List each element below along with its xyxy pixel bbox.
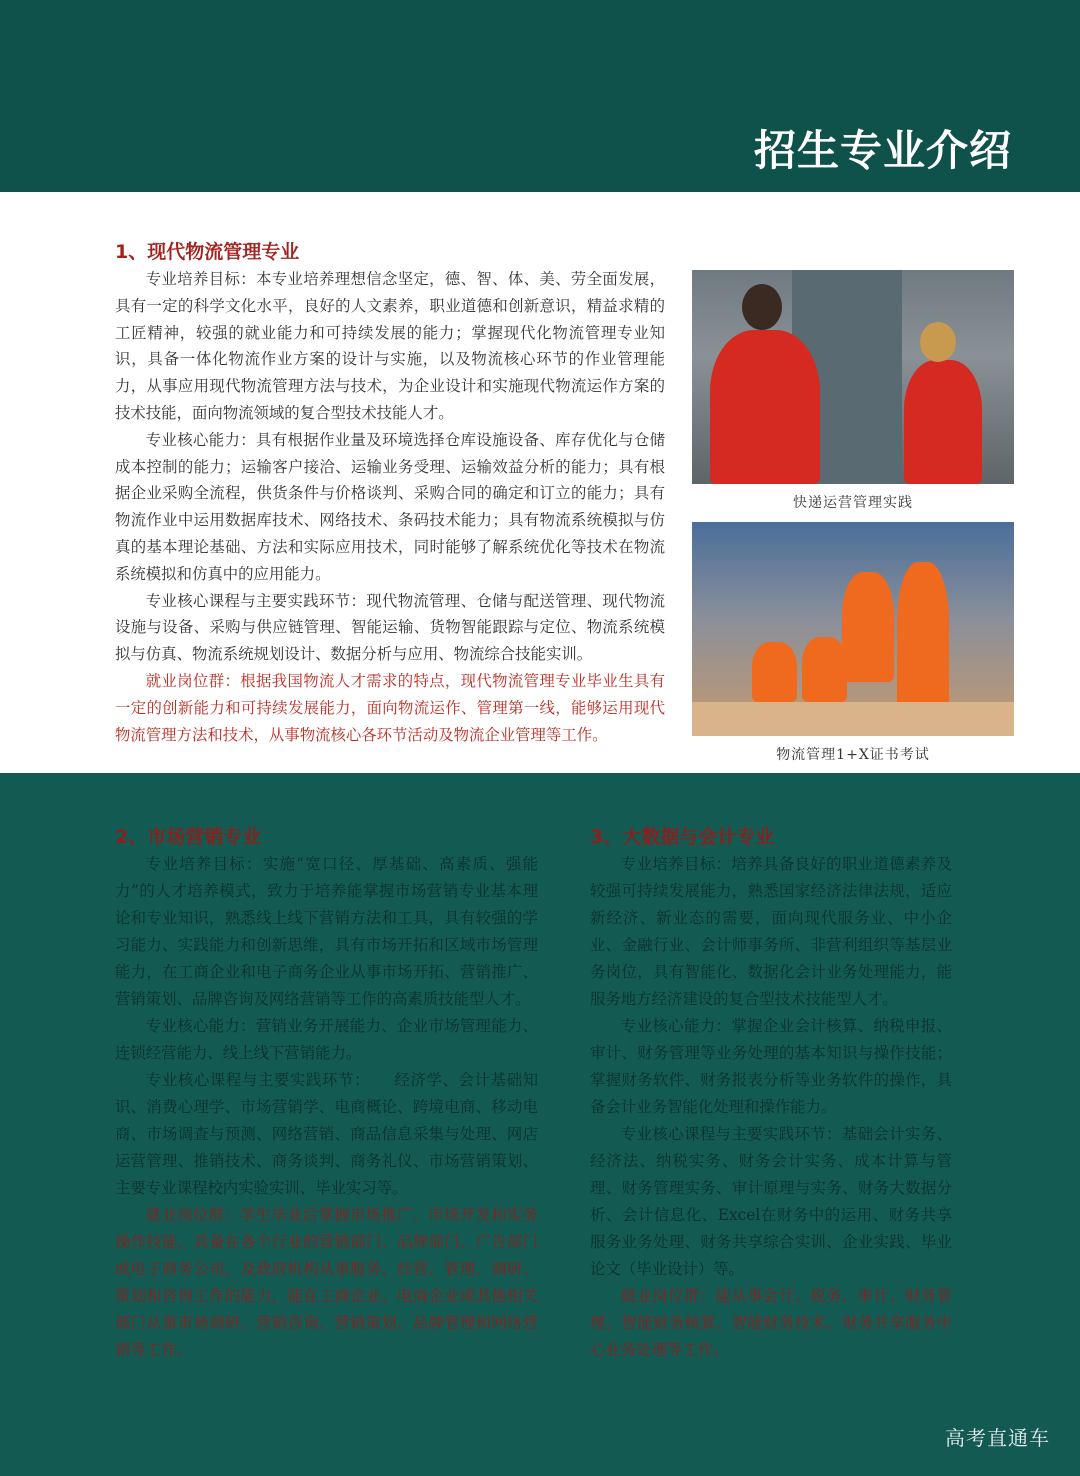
section-logistics xyxy=(115,238,665,748)
core-courses: 专业核心课程与主要实践环节：基础会计实务、经济法、纳税实务、财务会计实务、成本计算与管理、财务管理实务、审计原理与实务、财务大数据分析、会计信息化、Excel在财务中的运用、财务共享服务业务处理、财务共享综合实训、企业实践、毕业论文（毕业设计）等。 xyxy=(590,1125,952,1278)
training-goal: 专业培养目标：实施“宽口径、厚基础、高素质、强能力”的人才培养模式，致力于培养能掌握市场营销专业基本理论和专业知识，熟悉线上线下营销方法和工具，具有较强的学习能力、实践能力和创新思维，具有市场开拓和区域市场管理能力，在工商企业和电子商务企业从事市场开拓、营销推广、营销策划、品牌咨询及网络营销等工作的高素质技能型人才。 xyxy=(115,855,538,1008)
job-positions: 就业岗位群：学生毕业后掌握市场推广、市场开发和实务操作技能，具备在各个行业的营销部门、品牌部门、广告部门或电子商务公司，及政府机构从事服务、经营、管理、调研、策划和咨询工作的能力，能在工商企业、电商企业或其他相关部门从事市场调研、营销咨询、营销策划、品牌管理和网络营销等工作。 xyxy=(115,1206,538,1359)
core-ability: 专业核心能力：营销业务开展能力、企业市场管理能力、连锁经营能力、线上线下营销能力。 xyxy=(115,1017,538,1062)
core-ability: 专业核心能力：具有根据作业量及环境选择仓库设施设备、库存优化与仓储成本控制的能力；运输客户接洽、运输业务受理、运输效益分析的能力；具有根据企业采购全流程，供货条件与价格谈判、采购合同的确定和订立的能力；具有物流作业中运用数据库技术、网络技术、条码技术能力；具有物流系统模拟与仿真的基本理论基础、方法和实际应用技术，同时能够了解系统优化等技术在物流系统模拟和仿真中的应用能力。 xyxy=(115,430,665,583)
section-title: 1、现代物流管理专业 xyxy=(115,241,300,263)
section-title: 2、市场营销专业 xyxy=(115,826,262,848)
section-accounting xyxy=(590,823,952,1364)
header-banner xyxy=(0,0,1080,192)
section-marketing xyxy=(115,823,538,1364)
photo-express-practice xyxy=(692,270,1014,484)
job-positions: 就业岗位群：能从事会计、税务、审计、财务管理、智能财务核算、智能财务技术、财务共享服务中心业务处理等工作。 xyxy=(590,1287,952,1359)
core-courses: 专业核心课程与主要实践环节：现代物流管理、仓储与配送管理、现代物流设施与设备、采购与供应链管理、智能运输、货物智能跟踪与定位、物流系统模拟与仿真、物流系统规划设计、数据分析与应用、物流综合技能实训。 xyxy=(115,591,665,664)
photo2-caption: 物流管理1+X证书考试 xyxy=(776,747,930,763)
job-positions: 就业岗位群：根据我国物流人才需求的特点，现代物流管理专业毕业生具有一定的创新能力和可持续发展能力，面向物流运作、管理第一线，能够运用现代物流管理方法和技术，从事物流核心各环节活动及物流企业管理等工作。 xyxy=(115,671,665,744)
section-title: 3、大数据与会计专业 xyxy=(590,826,775,848)
photo-certificate-exam xyxy=(692,522,1014,736)
watermark: 高考直通车 xyxy=(945,1426,1050,1450)
core-ability: 专业核心能力：掌握企业会计核算、纳税申报、审计、财务管理等业务处理的基本知识与操作技能；掌握财务软件、财务报表分析等业务软件的操作，具备会计业务智能化处理和操作能力。 xyxy=(590,1017,952,1116)
photo1-caption: 快递运营管理实践 xyxy=(793,495,913,511)
core-courses: 专业核心课程与主要实践环节： 经济学、会计基础知识、消费心理学、市场营销学、电商概论、跨境电商、移动电商、市场调查与预测、网络营销、商品信息采集与处理、网店运营管理、推销技术、商务谈判、商务礼仪、市场营销策划、主要专业课程校内实验实训、毕业实习等。 xyxy=(115,1071,538,1197)
training-goal: 专业培养目标：培养具备良好的职业道德素养及较强可持续发展能力，熟悉国家经济法律法规，适应新经济、新业态的需要，面向现代服务业、中小企业、金融行业、会计师事务所、非营利组织等基层业务岗位，具有智能化、数据化会计业务处理能力，能服务地方经济建设的复合型技术技能型人才。 xyxy=(590,855,952,1008)
page-title: 招生专业介绍 xyxy=(753,126,1012,175)
training-goal: 专业培养目标：本专业培养理想信念坚定，德、智、体、美、劳全面发展，具有一定的科学文化水平，良好的人文素养，职业道德和创新意识，精益求精的工匠精神，较强的就业能力和可持续发展的能力；掌握现代化物流管理专业知识，具备一体化物流作业方案的设计与实施，以及物流核心环节的作业管理能力，从事应用现代物流管理方法与技术，为企业设计和实施现代物流运作方案的技术技能，面向物流领域的复合型技术技能人才。 xyxy=(115,270,665,422)
